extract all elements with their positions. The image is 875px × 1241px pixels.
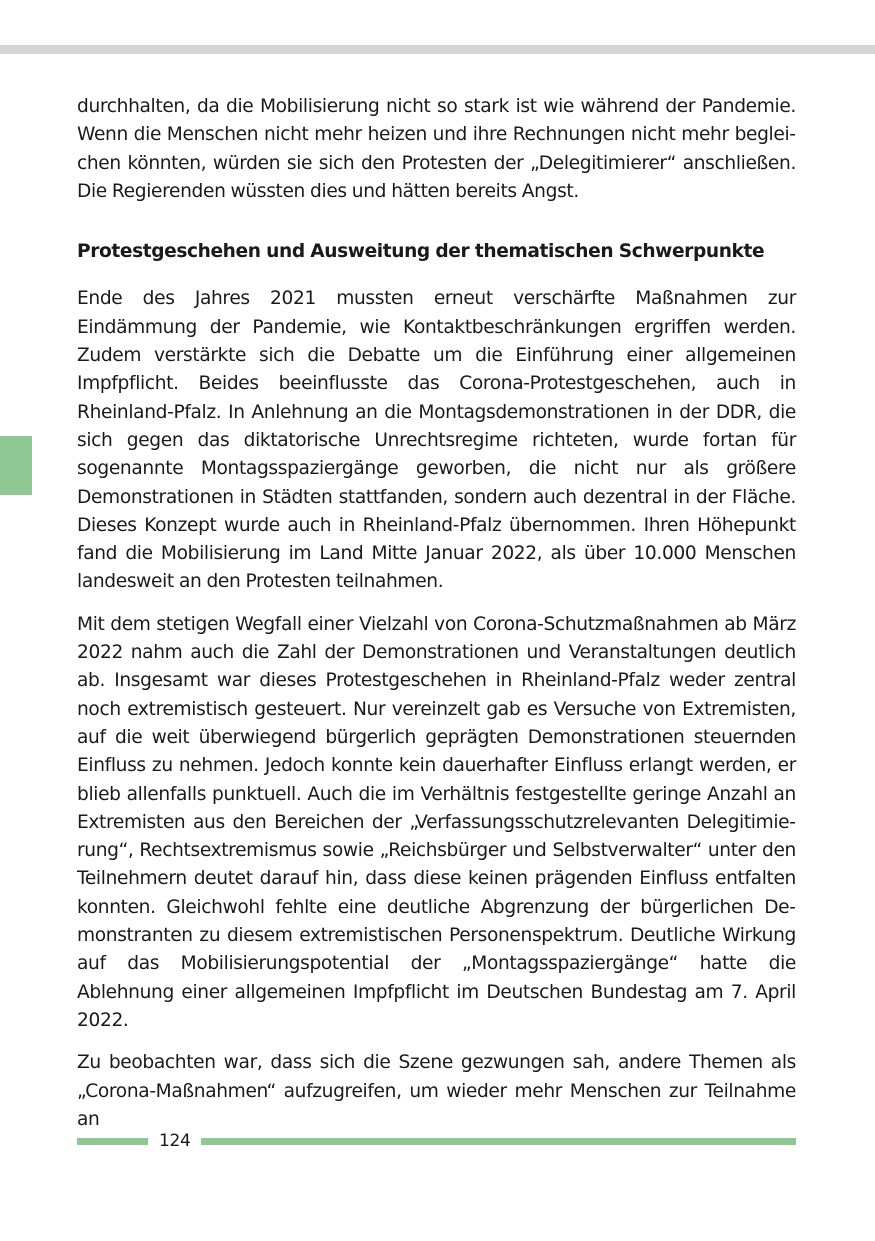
page-number: 124 <box>159 1131 191 1151</box>
section-heading: Protestgeschehen und Ausweitung der thematischen Schwerpunkte <box>77 241 765 263</box>
page-footer <box>77 1129 796 1153</box>
top-rule <box>0 45 875 54</box>
footer-bar-left <box>77 1138 148 1145</box>
paragraph: Mit dem stetigen Wegfall einer Vielzahl von Corona-Schutzmaßnahmen ab März 2022 nahm auch die Zahl der Demonstrationen und Veranstaltungen deutlich ab. Insgesamt war dieses Protestgeschehen in Rheinland-Pfalz weder zentral noch extremistisch gesteuert. Nur vereinzelt gab es Versuche von Extremisten, auf die weit überwiegend bürgerlich geprägten Demonstrationen steuernden Einfluss zu nehmen. Jedoch konnte kein dauerhafter Einfluss erlangt werden, er blieb allenfalls punktuell. Auch die im Verhältnis festgestellte geringe Anzahl an Extremisten aus den Bereichen der „Verfassungsschutzrelevanten Delegitimierung“, Rechtsextremismus sowie „Reichsbürger und Selbstverwalter“ unter den Teilnehmern deutet darauf hin, dass diese keinen prägenden Einfluss entfalten konnten. Gleichwohl fehlte eine deutliche Abgrenzung der bürgerlichen Demonstranten zu diesem extremistischen Personenspektrum. Deutliche Wirkung auf das Mobilisierungspotential der „Montagsspaziergänge“ hatte die Ablehnung einer allgemeinen Impfpflicht im Deutschen Bundestag am 7. April 2022. <box>77 613 796 1031</box>
page-content <box>77 93 796 1134</box>
paragraph-intro: durchhalten, da die Mobilisierung nicht so stark ist wie während der Pandemie. Wenn die Menschen nicht mehr heizen und ihre Rechnungen nicht mehr begleichen könnten, würden sie sich den Protesten der „Delegitimierer“ anschließen. Die Regierenden wüssten dies und hätten bereits Angst. <box>77 96 796 202</box>
footer-bar-right <box>201 1138 796 1145</box>
chapter-tab-marker <box>0 436 32 495</box>
paragraph: Zu beobachten war, dass sich die Szene gezwungen sah, andere Themen als „Corona-Maßnahmen“ aufzugreifen, um wieder mehr Menschen zur Teilnahme an <box>77 1052 796 1130</box>
paragraph: Ende des Jahres 2021 mussten erneut verschärfte Maßnahmen zur Eindämmung der Pandemie, wie Kontaktbeschränkungen ergriffen werden. Zudem verstärkte sich die Debatte um die Einführung einer allgemeinen Impfpflicht. Beides beeinflusste das Corona-Protestgeschehen, auch in Rheinland-Pfalz. In Anlehnung an die Montagsdemonstrationen in der DDR, die sich gegen das diktatorische Unrechtsregime richteten, wurde fortan für sogenannte Montagsspaziergänge geworben, die nicht nur als größere Demonstrationen in Städten stattfanden, sondern auch dezentral in der Fläche. Dieses Konzept wurde auch in Rheinland-Pfalz übernommen. Ihren Höhepunkt fand die Mobilisierung im Land Mitte Januar 2022, als über 10.000 Menschen landesweit an den Protesten teilnahmen. <box>77 288 796 593</box>
